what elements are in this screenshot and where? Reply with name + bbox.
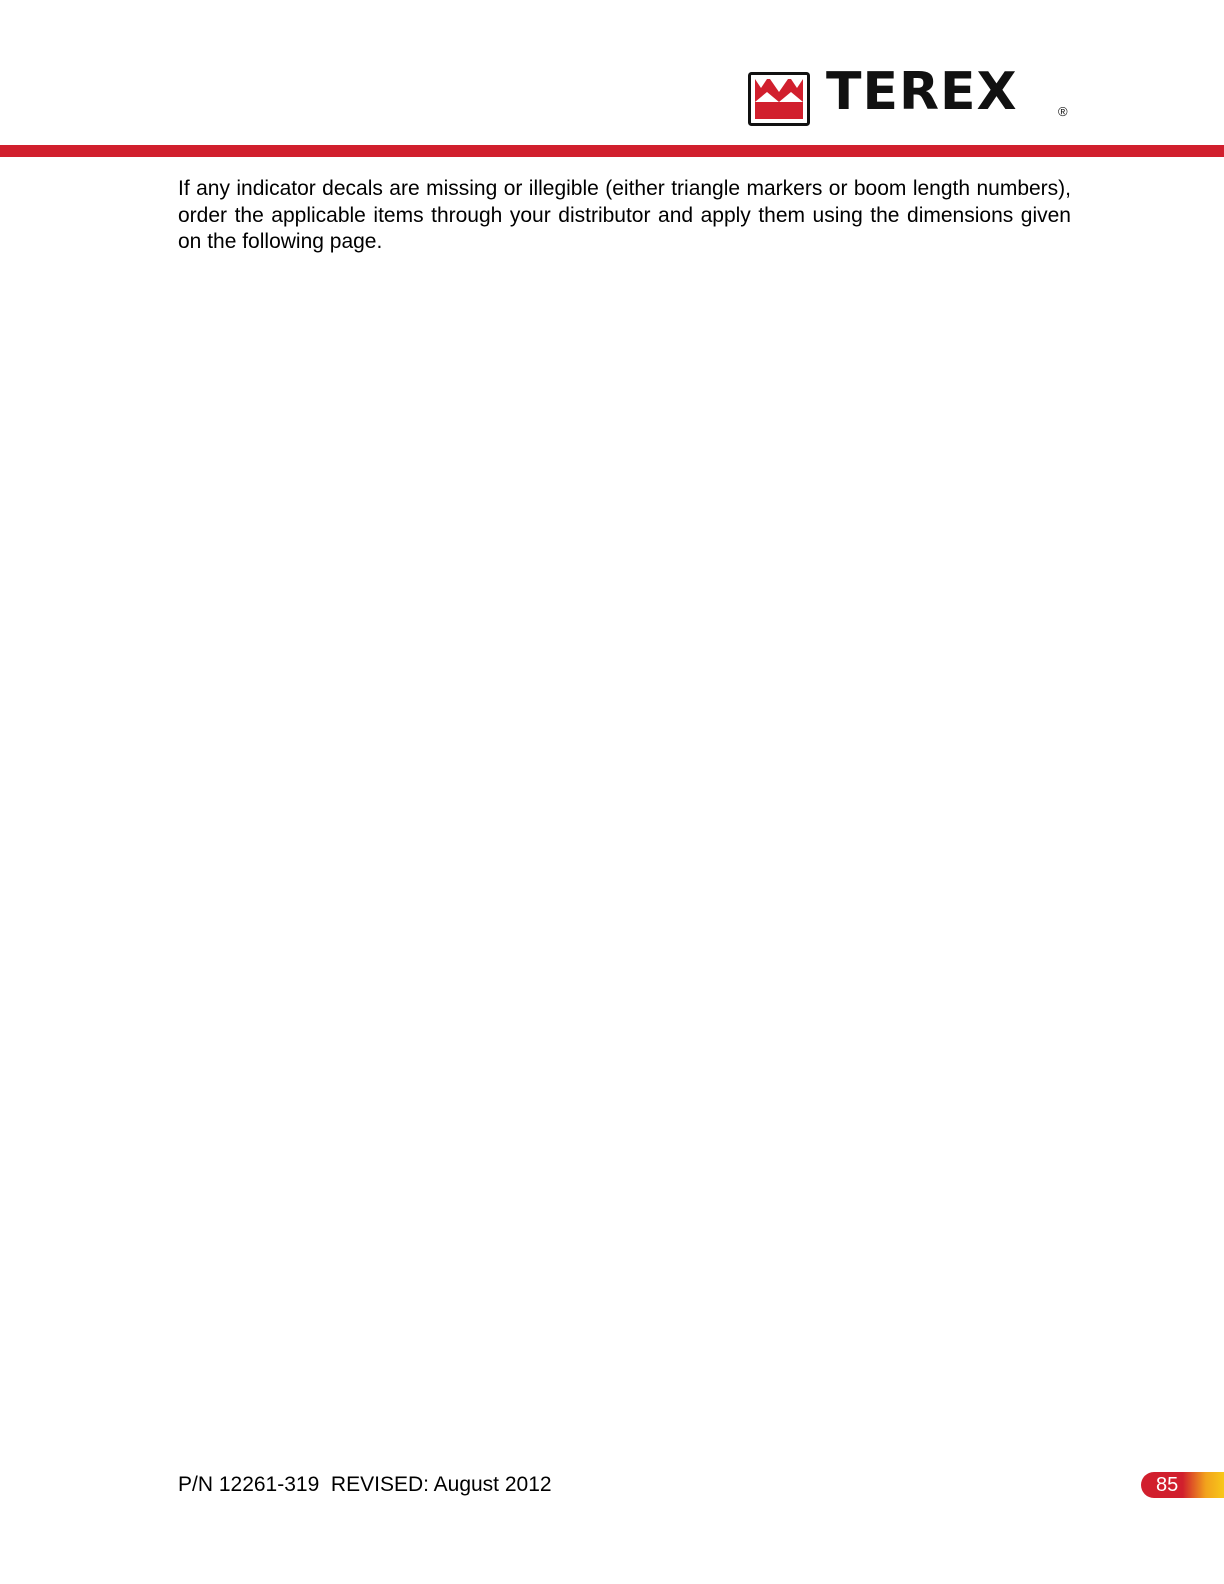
footer-part-number: P/N 12261-319 REVISED: August 2012 <box>178 1473 552 1496</box>
page-number-tab <box>1141 1472 1224 1498</box>
registered-mark: ® <box>1058 104 1068 119</box>
body-paragraph: If any indicator decals are missing or illegible (either triangle markers or boom length numbers), order the applicable items through your distributor and apply them using the dimensions given on the following page. <box>178 177 1071 253</box>
terex-logo <box>748 62 1074 128</box>
header-rule <box>0 145 1224 157</box>
page-number: 85 <box>1156 1474 1179 1496</box>
logo-wordmark: TEREX <box>826 62 1018 122</box>
terex-crown-icon <box>748 72 810 126</box>
